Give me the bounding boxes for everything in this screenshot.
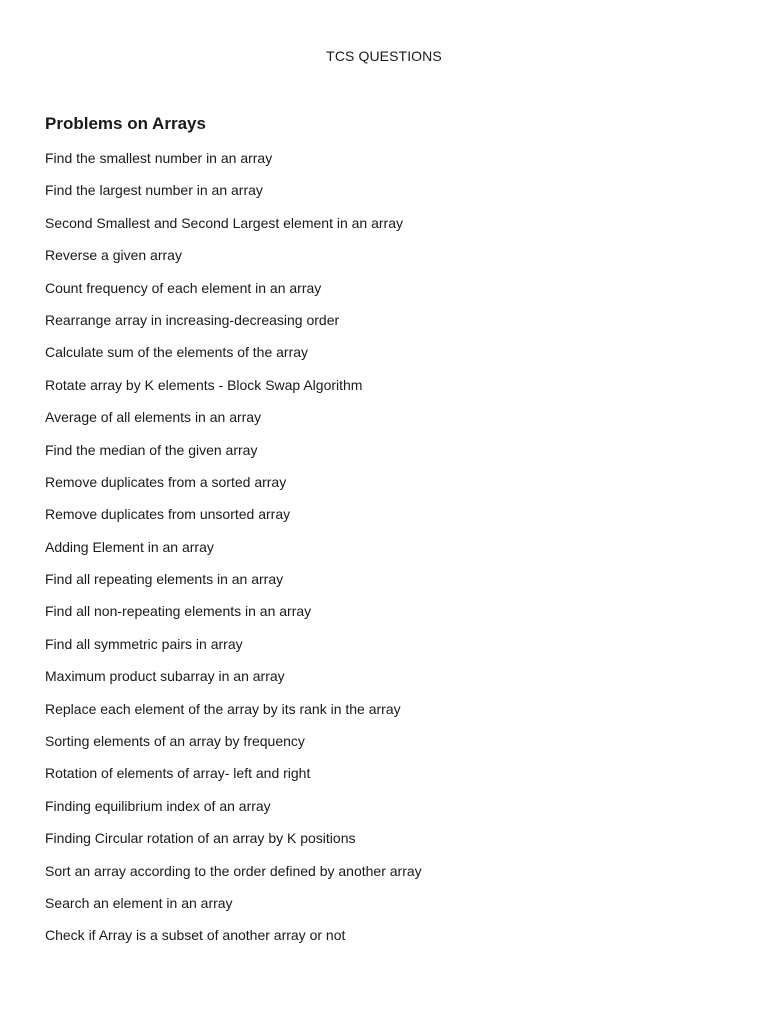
problem-list-item: Rotate array by K elements - Block Swap Algorithm	[45, 376, 363, 393]
problem-list	[45, 149, 422, 959]
problem-list-item: Rearrange array in increasing-decreasing order	[45, 311, 340, 328]
problem-list-item: Replace each element of the array by its rank in the array	[45, 700, 401, 717]
section-heading: Problems on Arrays	[45, 114, 206, 133]
problem-list-item: Remove duplicates from a sorted array	[45, 473, 287, 490]
problem-list-item: Finding equilibrium index of an array	[45, 797, 271, 814]
problem-list-item: Check if Array is a subset of another array or not	[45, 927, 346, 944]
problem-list-item: Remove duplicates from unsorted array	[45, 506, 291, 523]
problem-list-item: Maximum product subarray in an array	[45, 668, 285, 685]
problem-list-item: Second Smallest and Second Largest element in an array	[45, 214, 403, 231]
problem-list-item: Find all symmetric pairs in array	[45, 635, 243, 652]
problem-list-item: Find the largest number in an array	[45, 182, 263, 199]
problem-list-item: Find the smallest number in an array	[45, 150, 273, 166]
problem-list-item: Count frequency of each element in an array	[45, 279, 322, 296]
document-title: TCS QUESTIONS	[326, 48, 442, 64]
problem-list-item: Reverse a given array	[45, 247, 182, 264]
problem-list-item: Average of all elements in an array	[45, 409, 262, 426]
problem-list-item: Rotation of elements of array- left and right	[45, 765, 311, 782]
problem-list-item: Finding Circular rotation of an array by K positions	[45, 830, 356, 847]
problem-list-item: Search an element in an array	[45, 894, 233, 911]
problem-list-item: Find all non-repeating elements in an array	[45, 603, 312, 620]
problem-list-item: Adding Element in an array	[45, 538, 214, 555]
problem-list-item: Calculate sum of the elements of the array	[45, 344, 309, 361]
problem-list-item: Find all repeating elements in an array	[45, 571, 284, 588]
problem-list-item: Sort an array according to the order defined by another array	[45, 862, 422, 879]
problem-list-item: Find the median of the given array	[45, 441, 258, 458]
problem-list-item: Sorting elements of an array by frequency	[45, 733, 305, 750]
